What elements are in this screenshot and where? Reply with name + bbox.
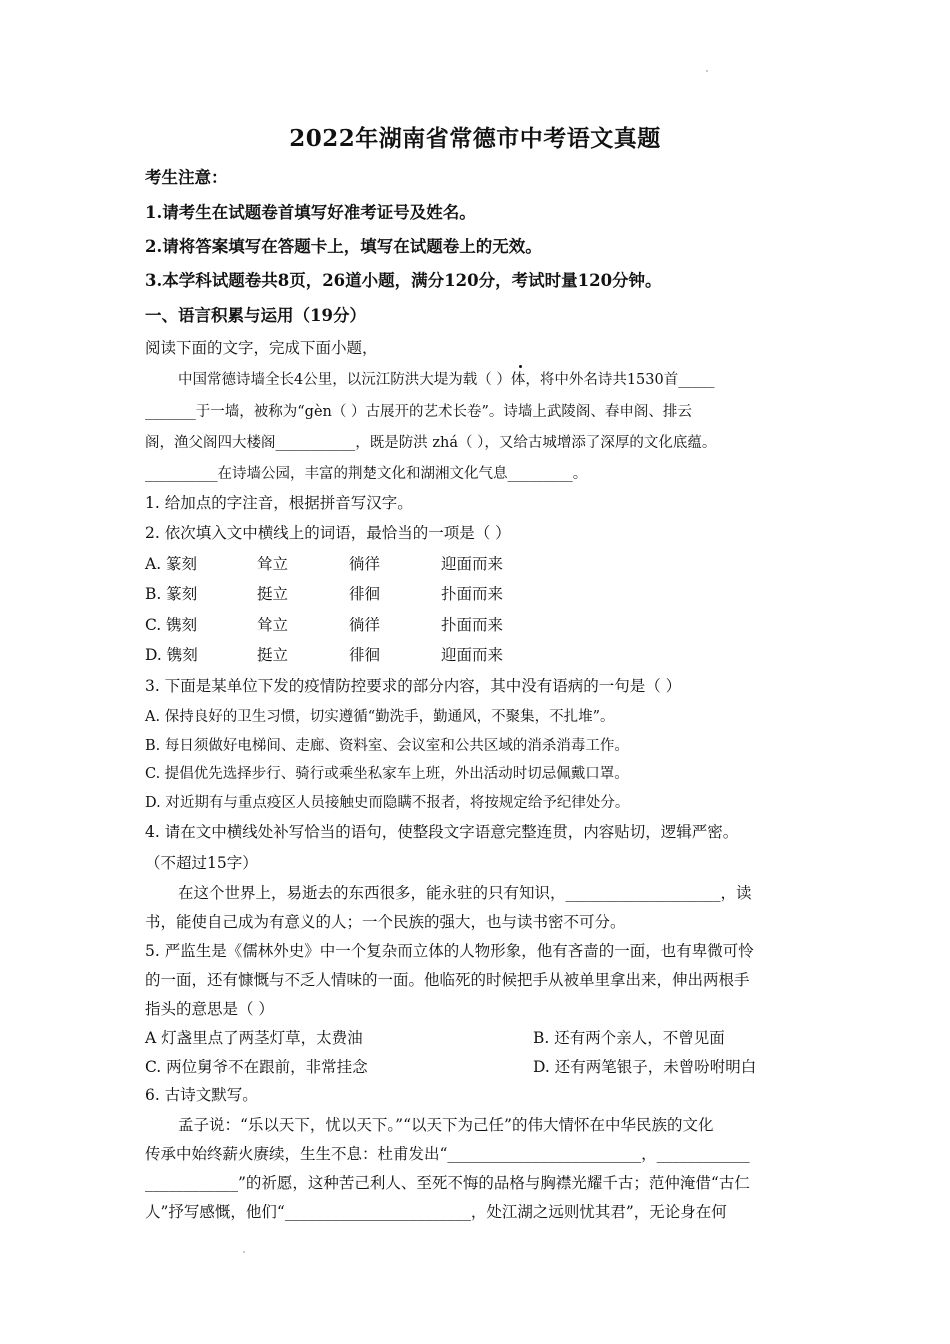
section-intro: 阅读下面的文字，完成下面小题， bbox=[145, 339, 378, 357]
q5-option-d: D. 还有两笔银子，未曾吩咐明白 bbox=[533, 1058, 757, 1076]
q2-option-c-word2: 耸立 bbox=[257, 616, 289, 634]
q2-option-a-word2: 耸立 bbox=[257, 555, 289, 573]
q3-option-d: D. 对近期有与重点疫区人员接触史而隐瞒不报者，将按规定给予纪律处分。 bbox=[145, 795, 630, 811]
passage-line: __________在诗墙公园，丰富的荆楚文化和湖湘文化气息_________。 bbox=[145, 466, 588, 482]
question-3-stem: 3. 下面是某单位下发的疫情防控要求的部分内容，其中没有语病的一句是（ ） bbox=[145, 677, 682, 695]
notice-item: 1.请考生在试题卷首填写好准考证号及姓名。 bbox=[145, 203, 476, 222]
question-4-limit: （不超过15字） bbox=[145, 854, 258, 872]
passage-line: 中国常德诗墙全长4公里，以沅江防洪大堤为载（ ）体，将中外名诗共1530首_____ bbox=[178, 372, 715, 388]
scan-speck bbox=[243, 1251, 245, 1253]
q2-option-c-word1: C. 镌刻 bbox=[145, 616, 198, 634]
q2-option-d-word4: 迎面而来 bbox=[441, 646, 504, 664]
passage-line: 阁，渔父阁四大楼阁___________，既是防洪 zhá（ ），又给古城增添了深厚的文化底蕴。 bbox=[145, 435, 717, 451]
question-5-stem: 5. 严监生是《儒林外史》中一个复杂而立体的人物形象，他有吝啬的一面，也有卑微可怜 bbox=[145, 942, 754, 960]
q2-option-d-word2: 挺立 bbox=[257, 646, 289, 664]
q2-option-b-word2: 挺立 bbox=[257, 585, 289, 603]
emphasis-dot bbox=[519, 365, 522, 368]
scan-speck bbox=[706, 70, 708, 72]
question-4-stem: 4. 请在文中横线处补写恰当的语句，使整段文字语意完整连贯，内容贴切，逻辑严密。 bbox=[145, 823, 739, 841]
page-title: 2022年湖南省常德市中考语文真题 bbox=[289, 125, 661, 152]
q2-option-c-word3: 徜徉 bbox=[349, 616, 381, 634]
q2-option-a-word1: A. 篆刻 bbox=[145, 555, 198, 573]
q6-passage-line: 孟子说：“乐以天下，忧以天下。”“以天下为己任”的伟大情怀在中华民族的文化 bbox=[178, 1116, 714, 1134]
q5-option-c: C. 两位舅爷不在跟前，非常挂念 bbox=[145, 1058, 368, 1076]
question-5-stem: 的一面，还有慷慨与不乏人情味的一面。他临死的时候把手从被单里拿出来，伸出两根手 bbox=[145, 971, 750, 989]
q3-option-b: B. 每日须做好电梯间、走廊、资料室、会议室和公共区域的消杀消毒工作。 bbox=[145, 738, 629, 754]
q3-option-a: A. 保持良好的卫生习惯，切实遵循“勤洗手，勤通风，不聚集，不扎堆”。 bbox=[145, 709, 615, 725]
section-heading: 一、语言积累与运用（19分） bbox=[145, 306, 366, 325]
q5-option-a: A 灯盏里点了两茎灯草，太费油 bbox=[145, 1029, 363, 1047]
q2-option-d-word1: D. 镌刻 bbox=[145, 646, 198, 664]
q2-option-b-word1: B. 篆刻 bbox=[145, 585, 198, 603]
notice-item: 2.请将答案填写在答题卡上，填写在试题卷上的无效。 bbox=[145, 237, 542, 256]
q2-option-b-word3: 徘徊 bbox=[349, 585, 381, 603]
q6-passage-line: ____________”的祈愿，这种苦己利人、至死不悔的品格与胸襟光耀千古；范仲淹借“古仁 bbox=[145, 1174, 750, 1192]
question-6-stem: 6. 古诗文默写。 bbox=[145, 1086, 258, 1104]
q3-option-c: C. 提倡优先选择步行、骑行或乘坐私家车上班，外出活动时切忌佩戴口罩。 bbox=[145, 766, 629, 782]
passage-line: _______于一墙，被称为“gèn（ ）古展开的艺术长卷”。诗墙上武陵阁、春申阁、排云 bbox=[145, 404, 692, 420]
question-1: 1. 给加点的字注音，根据拼音写汉字。 bbox=[145, 494, 413, 512]
q4-passage-line: 书，能使自己成为有意义的人；一个民族的强大，也与读书密不可分。 bbox=[145, 913, 626, 931]
q5-option-b: B. 还有两个亲人，不曾见面 bbox=[533, 1029, 725, 1047]
q2-option-a-word3: 徜徉 bbox=[349, 555, 381, 573]
question-5-stem: 指头的意思是（ ） bbox=[145, 1000, 274, 1018]
q6-passage-line: 传承中始终薪火赓续，生生不息：杜甫发出“_________________________，____________ bbox=[145, 1145, 750, 1163]
q2-option-a-word4: 迎面而来 bbox=[441, 555, 504, 573]
q6-passage-line: 人”抒写感慨，他们“________________________，处江湖之远则忧其君”，无论身在何 bbox=[145, 1203, 727, 1221]
q2-option-d-word3: 徘徊 bbox=[349, 646, 381, 664]
q2-option-c-word4: 扑面而来 bbox=[441, 616, 504, 634]
q2-option-b-word4: 扑面而来 bbox=[441, 585, 504, 603]
notice-heading: 考生注意： bbox=[145, 168, 228, 187]
question-2-stem: 2. 依次填入文中横线上的词语，最恰当的一项是（ ） bbox=[145, 524, 511, 542]
q4-passage-line: 在这个世界上，易逝去的东西很多，能永驻的只有知识，____________________，读 bbox=[178, 884, 752, 902]
notice-item: 3.本学科试题卷共8页，26道小题，满分120分，考试时量120分钟。 bbox=[145, 271, 662, 290]
